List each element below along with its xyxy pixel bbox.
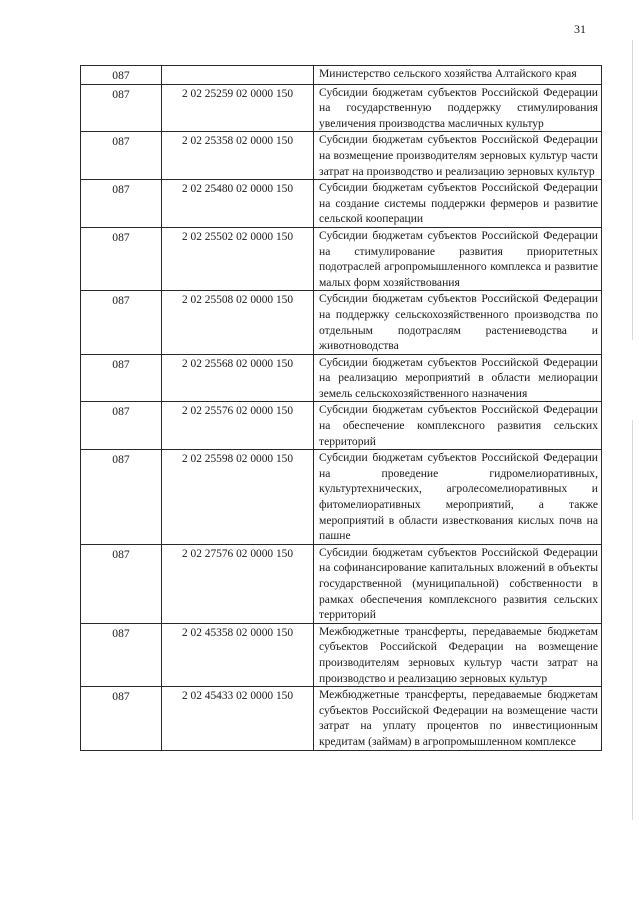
revenue-code-cell: 2 02 45433 02 0000 150 [162, 687, 314, 750]
revenue-code-cell: 2 02 25480 02 0000 150 [162, 180, 314, 228]
admin-code-cell: 087 [81, 291, 162, 354]
table-row [81, 544, 602, 623]
revenue-code-cell: 2 02 45358 02 0000 150 [162, 623, 314, 686]
table-row [81, 450, 602, 545]
revenue-code-cell: 2 02 25502 02 0000 150 [162, 227, 314, 290]
description-cell: Межбюджетные трансферты, передаваемые бюджетам субъектов Российской Федерации на возмещение производителям зерновых культур части затрат на производство и реализацию зерновых культур [314, 623, 602, 686]
description-cell: Субсидии бюджетам субъектов Российской Федерации на обеспечение комплексного развития сельских территорий [314, 402, 602, 450]
admin-code-cell: 087 [81, 227, 162, 290]
page-number: 31 [574, 22, 586, 36]
revenue-code-cell: 2 02 25568 02 0000 150 [162, 354, 314, 402]
table-row [81, 402, 602, 450]
table-row [81, 354, 602, 402]
admin-code-cell: 087 [81, 354, 162, 402]
description-cell: Министерство сельского хозяйства Алтайского края [314, 66, 602, 85]
admin-code-cell: 087 [81, 450, 162, 545]
admin-code-cell: 087 [81, 402, 162, 450]
revenue-code-cell: 2 02 25259 02 0000 150 [162, 84, 314, 132]
admin-code-cell: 087 [81, 544, 162, 623]
admin-code-cell: 087 [81, 66, 162, 85]
admin-code-cell: 087 [81, 687, 162, 750]
description-cell: Межбюджетные трансферты, передаваемые бюджетам субъектов Российской Федерации на возмещение части затрат на уплату процентов по инвестиционным кредитам (займам) в агропромышленном комплексе [314, 687, 602, 750]
admin-code-cell: 087 [81, 180, 162, 228]
table-row [81, 227, 602, 290]
admin-code-cell: 087 [81, 623, 162, 686]
description-cell: Субсидии бюджетам субъектов Российской Федерации на поддержку сельскохозяйственного производства по отдельным подотраслям растениеводства и животноводства [314, 291, 602, 354]
table-row [81, 687, 602, 750]
table-row [81, 84, 602, 132]
description-cell: Субсидии бюджетам субъектов Российской Федерации на создание системы поддержки фермеров и развитие сельской кооперации [314, 180, 602, 228]
table-row [81, 291, 602, 354]
description-cell: Субсидии бюджетам субъектов Российской Федерации на софинансирование капитальных вложений в объекты государственной (муниципальной) собственности в рамках обеспечения комплексного развития сельских территорий [314, 544, 602, 623]
revenue-code-cell [162, 66, 314, 85]
description-cell: Субсидии бюджетам субъектов Российской Федерации на государственную поддержку стимулирования увеличения производства масличных культур [314, 84, 602, 132]
table-row [81, 132, 602, 180]
revenue-code-cell: 2 02 25598 02 0000 150 [162, 450, 314, 545]
table-row [81, 66, 602, 85]
revenue-codes-table [80, 65, 602, 751]
scan-edge-line [632, 420, 633, 820]
description-cell: Субсидии бюджетам субъектов Российской Федерации на стимулирование развития приоритетных подотраслей агропромышленного комплекса и развитие малых форм хозяйствования [314, 227, 602, 290]
revenue-code-cell: 2 02 25508 02 0000 150 [162, 291, 314, 354]
scan-edge-line [632, 40, 633, 340]
description-cell: Субсидии бюджетам субъектов Российской Федерации на возмещение производителям зерновых культур части затрат на производство и реализацию зерновых культур [314, 132, 602, 180]
description-cell: Субсидии бюджетам субъектов Российской Федерации на проведение гидромелиоративных, культуртехнических, агролесомелиоративных и фитомелиоративных мероприятий, а также мероприятий в области известкования кислых почв на пашне [314, 450, 602, 545]
table-row [81, 180, 602, 228]
revenue-code-cell: 2 02 27576 02 0000 150 [162, 544, 314, 623]
description-cell: Субсидии бюджетам субъектов Российской Федерации на реализацию мероприятий в области мелиорации земель сельскохозяйственного назначения [314, 354, 602, 402]
admin-code-cell: 087 [81, 84, 162, 132]
revenue-code-cell: 2 02 25358 02 0000 150 [162, 132, 314, 180]
revenue-code-cell: 2 02 25576 02 0000 150 [162, 402, 314, 450]
admin-code-cell: 087 [81, 132, 162, 180]
table-row [81, 623, 602, 686]
